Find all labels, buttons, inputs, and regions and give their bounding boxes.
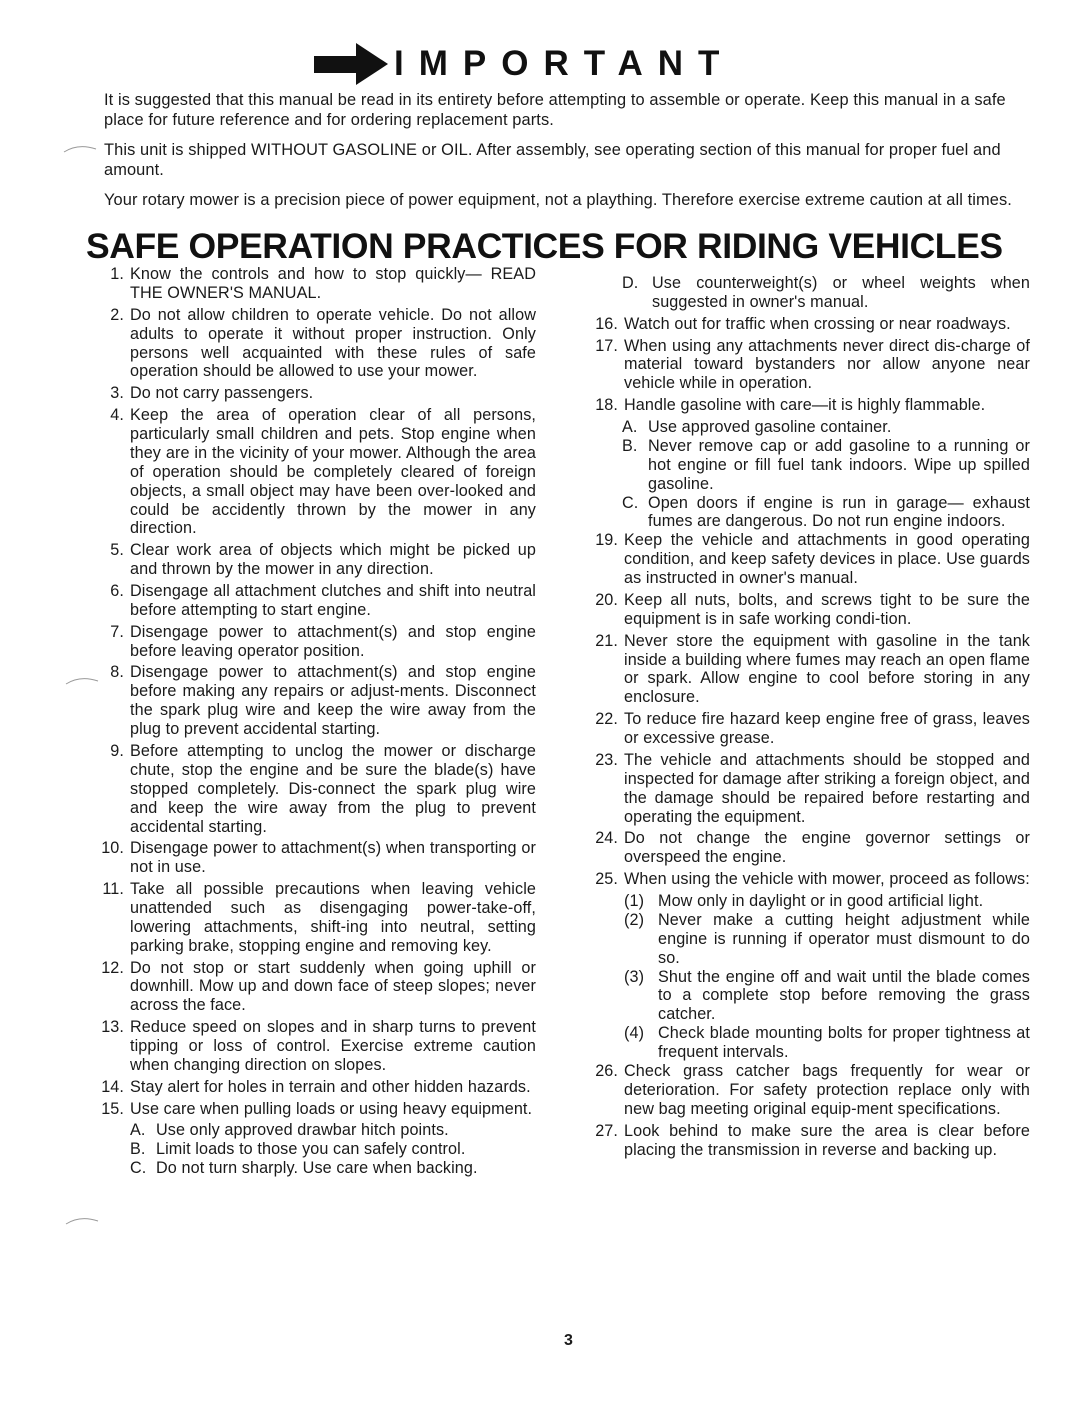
- margin-mark: [62, 142, 102, 156]
- important-title: IMPORTANT: [394, 44, 735, 83]
- sub-item-text: Shut the engine off and wait until the blade comes to a complete stop before removing the grass catcher.: [658, 967, 1030, 1024]
- list-item: [582, 315, 1030, 334]
- sub-item: [622, 437, 1030, 494]
- sub-item-label: A.: [130, 1121, 146, 1140]
- list-item: [582, 632, 1030, 708]
- list-item: [96, 663, 536, 739]
- item-number: 27.: [595, 1121, 618, 1140]
- important-banner: [312, 40, 734, 88]
- sub-item: [624, 911, 1030, 968]
- list-item: [96, 1078, 536, 1097]
- sub-item-text: Never remove cap or add gasoline to a running or hot engine or fill fuel tank indoors. Wipe up spilled gasoline.: [648, 436, 1030, 493]
- item-number: 2.: [110, 305, 124, 324]
- sub-item: [624, 1024, 1030, 1062]
- sub-item-label: (2): [624, 910, 645, 929]
- item-text: Do not allow children to operate vehicle. Do not allow adults to operate it without proper instruction. Only persons well acquainted with these rules of safe operation should be allowed to use your mower.: [130, 305, 536, 381]
- sub-item: [130, 1121, 536, 1140]
- item-number: 23.: [595, 750, 618, 769]
- item-number: 24.: [595, 829, 618, 848]
- item-text: When using any attachments never direct dis-charge of material toward bystanders nor allow anyone near vehicle while in operation.: [624, 336, 1030, 393]
- list-item: [96, 265, 536, 303]
- item-number: 16.: [595, 314, 618, 333]
- item-number: 22.: [595, 710, 618, 729]
- list-item: [582, 591, 1030, 629]
- list-item: [96, 406, 536, 538]
- item-number: 5.: [110, 541, 124, 560]
- sub-item-label: B.: [622, 436, 638, 455]
- sub-item: [622, 494, 1030, 532]
- intro-paragraph-1: It is suggested that this manual be read in its entirety before attempting to assemble or operate. Keep this manual in a safe place for future reference and for ordering replacement parts.: [104, 91, 1006, 129]
- sub-item-text: Use only approved drawbar hitch points.: [156, 1121, 449, 1140]
- item-text: Know the controls and how to stop quickly— READ THE OWNER'S MANUAL.: [130, 265, 536, 302]
- item-text: Look behind to make sure the area is clear before placing the transmission in reverse and backing up.: [624, 1121, 1030, 1159]
- sub-item-label: (3): [624, 967, 645, 986]
- list-item: [582, 396, 1030, 415]
- item-text: Clear work area of objects which might be picked up and thrown by the mower in any direction.: [130, 541, 536, 579]
- item-text: Do not stop or start suddenly when going uphill or downhill. Mow up and down face of steep slopes; never across the face.: [130, 958, 536, 1015]
- list-item: [582, 337, 1030, 394]
- item-text: Use care when pulling loads or using heavy equipment.: [130, 1099, 533, 1118]
- item-text: Keep the area of operation clear of all persons, particularly small children and pets. Stop engine when they are in the vicinity of your mower. Although the area of operation should be completely cleared of foreign objects, a small object may have been over-looked and could be accidently thrown by the mower in any direction.: [130, 406, 536, 538]
- list-item: [96, 306, 536, 382]
- sub-item-label: (4): [624, 1024, 645, 1043]
- item-text: Never store the equipment with gasoline in the tank inside a building where fumes may reach an open flame or spark. Allow engine to cool before storing in any enclosure.: [624, 631, 1030, 707]
- list-item: [96, 582, 536, 620]
- item-number: 25.: [595, 870, 618, 889]
- list-item: [96, 541, 536, 579]
- sub-item-text: Mow only in daylight or in good artificial light.: [658, 891, 984, 910]
- page-number: 3: [564, 1332, 573, 1349]
- list-item: [582, 531, 1030, 588]
- item-text: Keep the vehicle and attachments in good operating condition, and keep safety devices in place. Use guards as instructed in owner's manual.: [624, 531, 1030, 588]
- sub-item-text: Check blade mounting bolts for proper tightness at frequent intervals.: [658, 1024, 1030, 1062]
- item-number: 7.: [110, 622, 124, 641]
- item-text: To reduce fire hazard keep engine free of grass, leaves or excessive grease.: [624, 710, 1030, 748]
- margin-mark: [64, 1214, 104, 1228]
- list-item: [96, 839, 536, 877]
- sub-item-text: Never make a cutting height adjustment while engine is running if operator must dismount to do so.: [658, 910, 1030, 967]
- item-number: 18.: [595, 396, 618, 415]
- item-number: 17.: [595, 336, 618, 355]
- item-text: When using the vehicle with mower, proceed as follows:: [624, 870, 1030, 889]
- item-number: 10.: [101, 839, 124, 858]
- item-text: Do not carry passengers.: [130, 384, 314, 403]
- item-text: Watch out for traffic when crossing or near roadways.: [624, 314, 1011, 333]
- sub-item: [130, 1159, 536, 1178]
- list-item: [582, 829, 1030, 867]
- list-item: [96, 1100, 536, 1119]
- item-text: Handle gasoline with care—it is highly flammable.: [624, 396, 986, 415]
- item-text: Keep all nuts, bolts, and screws tight to be sure the equipment is in safe working condi-tion.: [624, 590, 1030, 628]
- item-text: The vehicle and attachments should be stopped and inspected for damage after striking a foreign object, and the damage should be repaired before restarting and operating the equipment.: [624, 750, 1030, 826]
- item-text: Disengage power to attachment(s) and stop engine before making any repairs or adjust-ments. Disconnect the spark plug wire and keep the wire away from the plug to prevent accidental starting.: [130, 663, 536, 739]
- sub-item: [624, 968, 1030, 1025]
- sub-item: [624, 892, 1030, 911]
- item-number: 11.: [102, 880, 124, 898]
- sub-item-label: A.: [622, 417, 638, 436]
- sub-item-label: C.: [130, 1159, 147, 1178]
- item-number: 14.: [101, 1077, 124, 1096]
- sub-item: [622, 418, 1030, 437]
- list-item: [96, 742, 536, 837]
- item-text: Disengage power to attachment(s) and stop engine before leaving operator position.: [130, 622, 536, 660]
- item-text: Stay alert for holes in terrain and other hidden hazards.: [130, 1077, 531, 1096]
- item-text: Reduce speed on slopes and in sharp turns to prevent tipping or loss of control. Exercise extreme caution when changing direction on slopes.: [130, 1018, 536, 1074]
- right-column: [582, 274, 1030, 1162]
- sub-item-label: (1): [624, 891, 645, 910]
- item-number: 4.: [110, 406, 124, 425]
- list-item: [582, 1122, 1030, 1160]
- sub-item-text: Use approved gasoline container.: [648, 417, 892, 436]
- sub-item-text: Do not turn sharply. Use care when backing.: [156, 1159, 478, 1178]
- list-item: [96, 959, 536, 1016]
- item-number: 6.: [110, 581, 124, 600]
- intro-paragraph-2: This unit is shipped WITHOUT GASOLINE or OIL. After assembly, see operating section of this manual for proper fuel and amount.: [104, 141, 1001, 179]
- item-text: Check grass catcher bags frequently for wear or deterioration. For safety protection replace only with new bag meeting original equip-ment specifications.: [624, 1062, 1030, 1118]
- item-text: Take all possible precautions when leaving vehicle unattended such as disengaging power-take-off, lowering attachments, shift-ing into neutral, setting parking brake, stopping engine and removing key.: [130, 880, 536, 955]
- sub-item-text: Open doors if engine is run in garage— exhaust fumes are dangerous. Do not run engine indoors.: [648, 493, 1030, 531]
- item-number: 15.: [101, 1099, 124, 1118]
- item-number: 20.: [595, 590, 618, 609]
- sub-item: [622, 274, 1030, 312]
- right-arrow-icon: [312, 41, 390, 87]
- item-number: 12.: [101, 958, 124, 977]
- sub-item-text: Use counterweight(s) or wheel weights when suggested in owner's manual.: [652, 274, 1030, 311]
- list-item: [96, 880, 536, 956]
- item-number: 21.: [595, 631, 618, 650]
- item-number: 26.: [595, 1062, 618, 1081]
- section-heading: SAFE OPERATION PRACTICES FOR RIDING VEHICLES: [86, 226, 1003, 266]
- left-column: [96, 265, 536, 1178]
- item-text: Disengage all attachment clutches and shift into neutral before attempting to start engine.: [130, 581, 536, 619]
- item-number: 1.: [110, 265, 124, 283]
- sub-item-label: D.: [622, 274, 639, 292]
- list-item: [96, 623, 536, 661]
- list-item: [96, 1018, 536, 1075]
- intro-paragraph-3: Your rotary mower is a precision piece of power equipment, not a plaything. Therefore exercise extreme caution at all times.: [104, 191, 1012, 209]
- sub-item: [130, 1140, 536, 1159]
- list-item: [582, 870, 1030, 889]
- item-number: 19.: [595, 531, 618, 550]
- item-number: 9.: [110, 741, 124, 760]
- list-item: [582, 710, 1030, 748]
- item-text: Before attempting to unclog the mower or discharge chute, stop the engine and be sure the blade(s) have stopped completely. Dis-connect the spark plug wire and keep the wire away from the plug to prevent accidental starting.: [130, 741, 536, 836]
- sub-item-label: C.: [622, 493, 639, 512]
- list-item: [96, 384, 536, 403]
- item-text: Disengage power to attachment(s) when transporting or not in use.: [130, 839, 536, 877]
- list-item: [582, 1062, 1030, 1119]
- item-number: 3.: [110, 384, 124, 403]
- item-number: 13.: [101, 1018, 124, 1037]
- list-item: [582, 751, 1030, 827]
- item-text: Do not change the engine governor settings or overspeed the engine.: [624, 829, 1030, 867]
- sub-item-text: Limit loads to those you can safely control.: [156, 1140, 466, 1159]
- sub-item-label: B.: [130, 1140, 146, 1159]
- item-number: 8.: [110, 663, 124, 682]
